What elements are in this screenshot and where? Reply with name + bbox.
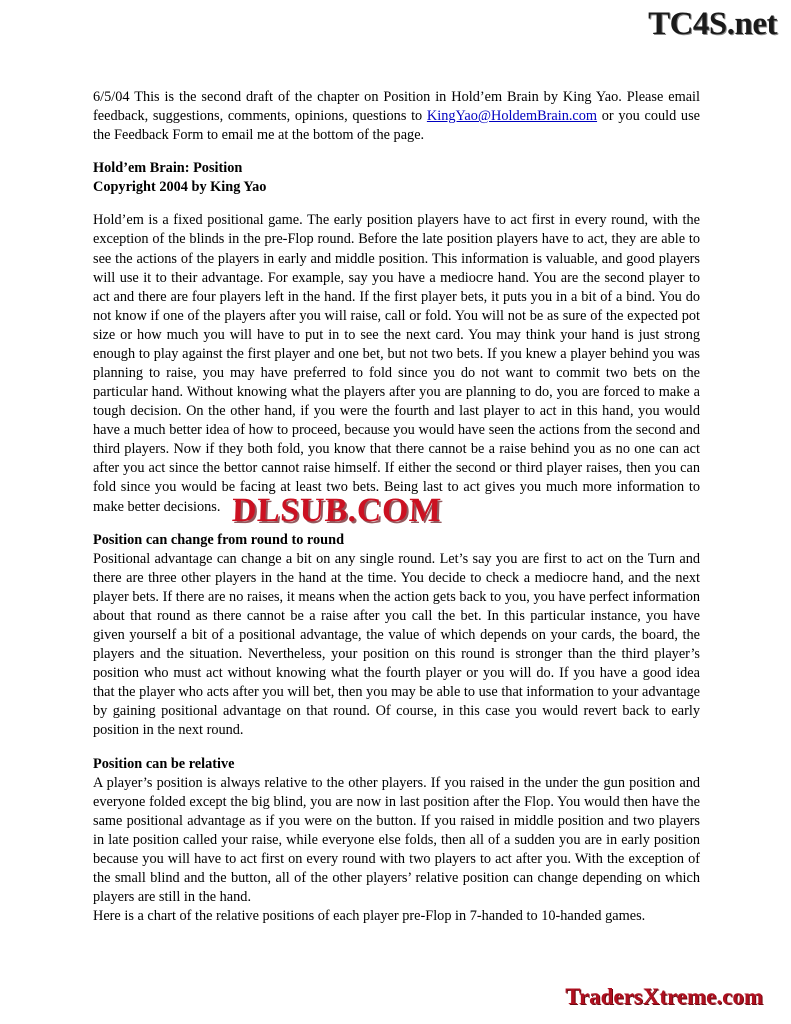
intro-text-before-link: 6/5/04 This is the second draft of the chapter on Position in Hold’em Brain by King Yao. Please email feedback, suggestions, comments, opinions, questions to <box>93 89 700 125</box>
paragraph-1: Hold’em is a fixed positional game. The early position players have to act first in every round, with the exception of the blinds in the pre-Flop round. Before the late position players have to act, they are able to see the actions of the players in early and middle position. This information is valuable, and good players will use it to their advantage. For example, say you have a mediocre hand. You are the second player to act and there are four players left in the hand. If the first player bets, it puts you in a bit of a bind. You do not know if one of the players after you will raise, call or fold. You will not be as sure of the expected pot size or how much you will have to put in to see the next card. You may think your hand is just strong enough to play against the first player and one bet, but not two bets. If you knew a player behind you was planning to raise, you may have preferred to fold since you do not want to commit two bets on the particular hand. Without knowing what the players after you are planning to do, you are forced to make a tough decision. On the other hand, if you were the fourth and last player to act in this hand, you would have a much better idea of how to proceed, because you would have seen the actions from the second and third players. Now if they both fold, you know that there cannot be a raise behind you as no one can act after you act since the bettor cannot raise himself. If either the second or third player raises, then you can fold since you would be facing at least two bets. Being last to act gives you much more information to make better decisions. <box>93 212 700 515</box>
spacer <box>93 741 700 755</box>
spacer <box>93 145 700 159</box>
watermark-dlsub: DLSUB.COM <box>231 492 443 529</box>
intro-paragraph <box>93 88 700 145</box>
paragraph-4: Here is a chart of the relative positions of each player pre-Flop in 7-handed to 10-handed games. <box>93 908 646 925</box>
email-link[interactable]: KingYao@HoldemBrain.com <box>426 108 598 125</box>
watermark-tradersxtreme: TradersXtreme.com <box>565 984 763 1009</box>
section-heading-position-change: Position can change from round to round <box>93 531 345 548</box>
paragraph-2: Positional advantage can change a bit on any single round. Let’s say you are first to act on the Turn and there are three other players in the hand at the time. You decide to check a mediocre hand, and the next player bets. If there are no raises, it means when the action gets back to you, you have perfect information about that round as there cannot be a raise after you call the bet. In this particular instance, you have given yourself a bit of a positional advantage, the value of which depends on your cards, the board, the players and the situation. Nevertheless, your position on this round is stronger than the third player’s position who must act without knowing what the fourth player or you will do. If you have a good idea that the player who acts after you will bet, then you may be able to use that information to your advantage by gaining positional advantage on that round. Of course, in this case you would revert back to early position in the next round. <box>93 550 700 739</box>
section-heading-position-relative: Position can be relative <box>93 755 235 772</box>
document-title-line-1: Hold’em Brain: Position <box>93 160 243 177</box>
intro-text-after-link: or you could use the Feedback Form to email me at the bottom of the page. <box>93 108 700 144</box>
document-title-line-2: Copyright 2004 by King Yao <box>93 179 267 196</box>
paragraph-3: A player’s position is always relative to the other players. If you raised in the under the gun position and everyone folded except the big blind, you are now in last position after the Flop. You would then have the same positional advantage as if you were on the button. If you raised in middle position and two players in late position called your raise, while everyone else folds, then all of a sudden you are in early position because you will have to act first on every round with two players to act after you. With the exception of the small blind and the button, all of the other players’ relative position can change depending on which players are still in the hand. <box>93 774 700 906</box>
spacer <box>93 197 700 211</box>
watermark-tc4s: TC4S.net <box>648 6 777 42</box>
